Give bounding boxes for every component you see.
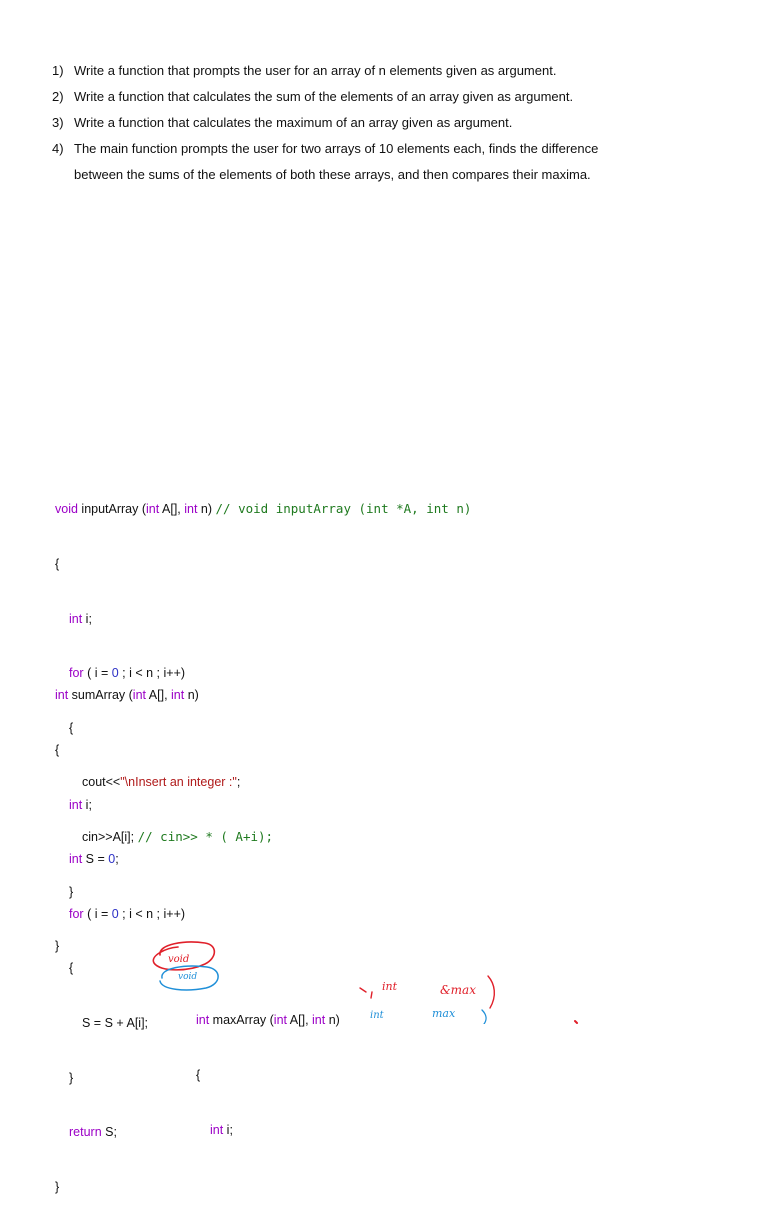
code-line: { xyxy=(55,557,60,571)
task-text: Write a function that prompts the user for an array of n elements given as argument. xyxy=(74,63,557,78)
handwritten-above-word: void xyxy=(178,972,198,982)
code-text: A[], xyxy=(159,502,185,517)
code-line-signature xyxy=(55,500,735,518)
task-text: Write a function that calculates the sum of the elements of an array given as argument. xyxy=(74,89,574,104)
code-line-decl xyxy=(55,796,735,814)
code-line: } xyxy=(69,1070,74,1085)
keyword: int xyxy=(132,688,146,703)
keyword: int xyxy=(184,502,198,517)
keyword: int xyxy=(312,1013,326,1028)
handwritten-note-red-max: &max xyxy=(440,983,476,997)
task-number: 3) xyxy=(52,115,64,130)
code-text: n) xyxy=(325,1013,340,1028)
code-text: A[], xyxy=(287,1013,313,1028)
task-text: The main function prompts the user for two arrays of 10 elements each, finds the difference xyxy=(74,141,599,156)
code-line-for xyxy=(55,905,735,923)
task-text: Write a function that calculates the maximum of an array given as argument. xyxy=(74,115,513,130)
code-line: { xyxy=(69,720,74,735)
code-line: { xyxy=(196,1068,201,1082)
task-number: 4) xyxy=(52,141,64,156)
code-text: A[], xyxy=(146,688,172,703)
code-text: ( i = xyxy=(83,906,112,921)
keyword: for xyxy=(69,906,84,921)
code-text: n) xyxy=(184,688,199,703)
code-text: i; xyxy=(82,797,92,812)
code-text: inputArray ( xyxy=(77,502,147,517)
handwritten-note-red-int: int xyxy=(382,980,398,993)
code-comment: // void inputArray (int *A, int n) xyxy=(215,501,472,517)
code-line-signature xyxy=(196,1011,768,1029)
keyword: int xyxy=(196,1013,210,1028)
keyword: int xyxy=(273,1013,287,1028)
keyword: int xyxy=(146,502,160,517)
handwritten-note-blue-max: max xyxy=(432,1007,456,1020)
code-text: ; i < n ; i++) xyxy=(118,666,186,681)
task-number: 1) xyxy=(52,63,64,78)
task-item xyxy=(52,84,732,110)
code-text: sumArray ( xyxy=(68,688,133,703)
code-text: i; xyxy=(82,611,92,626)
code-line-decl xyxy=(55,610,735,628)
code-text: S; xyxy=(101,1125,117,1140)
code-text: ; xyxy=(115,852,119,867)
task-continuation: between the sums of the elements of both these arrays, and then compares their maxima. xyxy=(74,167,591,182)
task-item xyxy=(52,136,732,162)
code-text: cout<< xyxy=(82,775,121,790)
number-literal: 0 xyxy=(111,906,119,921)
code-line: { xyxy=(55,743,60,757)
code-text: ( i = xyxy=(83,666,112,681)
code-line: { xyxy=(69,961,74,976)
task-number: 2) xyxy=(52,89,64,104)
code-text: cin>>A[i]; xyxy=(82,829,138,844)
keyword: for xyxy=(69,666,84,681)
code-text: i; xyxy=(223,1122,233,1137)
string-literal: "\nInsert an integer :" xyxy=(120,775,237,790)
code-line: } xyxy=(55,1179,60,1194)
task-list xyxy=(52,58,732,188)
code-comment: // cin>> * ( A+i); xyxy=(137,828,274,844)
keyword: int xyxy=(69,797,83,812)
keyword: int xyxy=(69,611,83,626)
number-literal: 0 xyxy=(111,666,119,681)
code-text: n) xyxy=(197,502,216,517)
code-line-decl xyxy=(55,850,735,868)
task-item xyxy=(52,58,732,84)
keyword: return xyxy=(69,1125,102,1140)
handwritten-circled-word: void xyxy=(168,954,190,965)
keyword: int xyxy=(210,1122,224,1137)
code-line: } xyxy=(55,939,60,954)
code-text: ; i < n ; i++) xyxy=(118,906,186,921)
number-literal: 0 xyxy=(108,852,116,867)
task-item xyxy=(52,110,732,136)
keyword: void xyxy=(55,502,78,517)
keyword: int xyxy=(55,688,69,703)
code-line-body: S = S + A[i]; xyxy=(82,1015,149,1030)
keyword: int xyxy=(171,688,185,703)
code-text: maxArray ( xyxy=(209,1013,274,1028)
code-text: S = xyxy=(82,852,109,867)
keyword: int xyxy=(69,852,83,867)
code-line: } xyxy=(69,884,74,899)
handwritten-note-blue-int: int xyxy=(370,1010,384,1021)
code-block-max-array xyxy=(196,975,768,1157)
code-text: ; xyxy=(236,775,241,790)
code-line-signature xyxy=(55,686,735,704)
code-line-decl xyxy=(196,1121,768,1139)
